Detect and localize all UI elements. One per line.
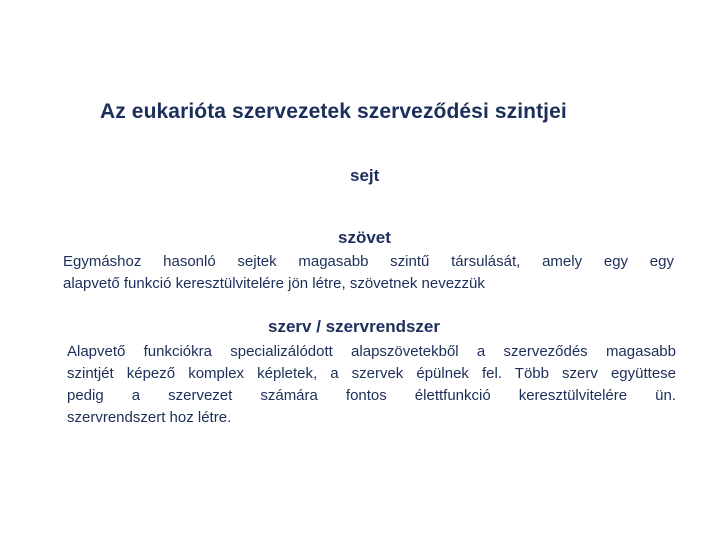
heading-szovet: szövet	[338, 228, 391, 247]
page-title: Az eukarióta szervezetek szerveződési szintjei	[100, 100, 567, 123]
paragraph-line: szintjét képező komplex képletek, a szervek épülnek fel. Több szerv együttese	[67, 365, 676, 382]
paragraph-line: szervrendszert hoz létre.	[67, 409, 232, 426]
paragraph-line: Egymáshoz hasonló sejtek magasabb szintű társulását, amely egy egy	[63, 253, 674, 270]
paragraph-line: Alapvető funkciókra specializálódott alapszövetekből a szerveződés magasabb	[67, 343, 676, 360]
heading-sejt: sejt	[350, 166, 380, 185]
paragraph-szerv	[67, 341, 676, 429]
paragraph-line: alapvető funkció keresztülvitelére jön létre, szövetnek nevezzük	[63, 275, 485, 292]
heading-szerv: szerv / szervrendszer	[268, 317, 440, 336]
paragraph-szovet	[63, 251, 674, 295]
paragraph-line: pedig a szervezet számára fontos élettfunkció keresztülvitelére ün.	[67, 387, 676, 404]
